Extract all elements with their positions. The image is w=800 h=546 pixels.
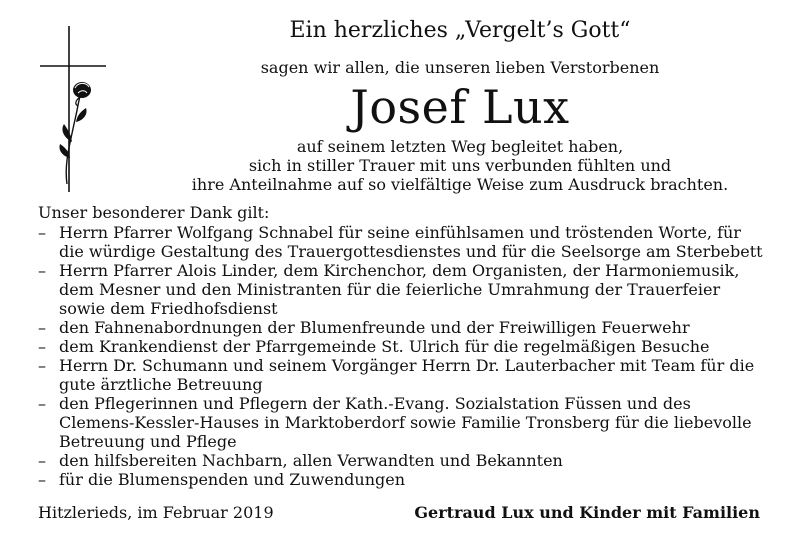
bullet-dash: – — [38, 394, 46, 413]
bullet-dash: – — [38, 318, 46, 337]
thanks-item — [38, 261, 788, 318]
place-date: Hitzlerieds, im Februar 2019 — [38, 503, 274, 522]
bullet-dash: – — [38, 356, 46, 375]
thanks-item — [38, 394, 788, 451]
subtitle: sagen wir allen, die unseren lieben Verstorbenen — [260, 58, 660, 77]
thanks-item-line: den Fahnenabordnungen der Blumenfreunde und der Freiwilligen Feuerwehr — [59, 318, 690, 337]
thanks-item-line: sowie dem Friedhofsdienst — [59, 299, 278, 318]
thanks-item-line: Herrn Pfarrer Wolfgang Schnabel für seine einfühlsamen und tröstenden Worte, für — [59, 223, 741, 242]
thanks-item — [38, 337, 788, 356]
thanks-item — [38, 356, 788, 394]
thanks-item-line: den Pflegerinnen und Pflegern der Kath.-Evang. Sozialstation Füssen und des — [59, 394, 691, 413]
bullet-dash: – — [38, 261, 46, 280]
thanks-item — [38, 470, 788, 489]
cross-with-rose-icon — [34, 24, 110, 194]
bullet-dash: – — [38, 223, 46, 242]
thanks-item — [38, 451, 788, 470]
signature: Gertraud Lux und Kinder mit Familien — [414, 503, 760, 522]
page-title: Ein herzliches „Vergelt’s Gott“ — [289, 18, 631, 43]
thanks-item-line: Herrn Dr. Schumann und seinem Vorgänger Herrn Dr. Lauterbacher mit Team für die — [59, 356, 755, 375]
thanks-item-line: Clemens-Kessler-Hauses in Marktoberdorf sowie Familie Tronsberg für die liebevolle — [59, 413, 752, 432]
acknowledgement-line: sich in stiller Trauer mit uns verbunden fühlten und — [248, 156, 672, 175]
thanks-item — [38, 223, 788, 261]
bullet-dash: – — [38, 470, 46, 489]
thanks-items — [38, 223, 788, 489]
bullet-dash: – — [38, 337, 46, 356]
acknowledgement-line: auf seinem letzten Weg begleitet haben, — [296, 137, 624, 156]
thanks-item-line: dem Mesner und den Ministranten für die feierliche Umrahmung der Trauerfeier — [59, 280, 721, 299]
deceased-name: Josef Lux — [350, 80, 570, 134]
bullet-dash: – — [38, 451, 46, 470]
thanks-intro: Unser besonderer Dank gilt: — [38, 203, 270, 222]
thanks-item-line: Herrn Pfarrer Alois Linder, dem Kirchenchor, dem Organisten, der Harmoniemusik, — [59, 261, 740, 280]
thanks-item-line: gute ärztliche Betreuung — [59, 375, 263, 394]
thanks-item-line: Betreuung und Pflege — [59, 432, 237, 451]
thanks-item — [38, 318, 788, 337]
thanks-item-line: dem Krankendienst der Pfarrgemeinde St. Ulrich für die regelmäßigen Besuche — [59, 337, 710, 356]
acknowledgement-line: ihre Anteilnahme auf so vielfältige Weise zum Ausdruck brachten. — [191, 175, 729, 194]
thanks-item-line: den hilfsbereiten Nachbarn, allen Verwandten und Bekannten — [59, 451, 563, 470]
thanks-item-line: für die Blumenspenden und Zuwendungen — [59, 470, 406, 489]
thanks-list — [38, 203, 788, 489]
thanks-item-line: die würdige Gestaltung des Trauergottesdienstes und für die Seelsorge am Sterbebett — [59, 242, 763, 261]
acknowledgement-text — [130, 137, 790, 194]
